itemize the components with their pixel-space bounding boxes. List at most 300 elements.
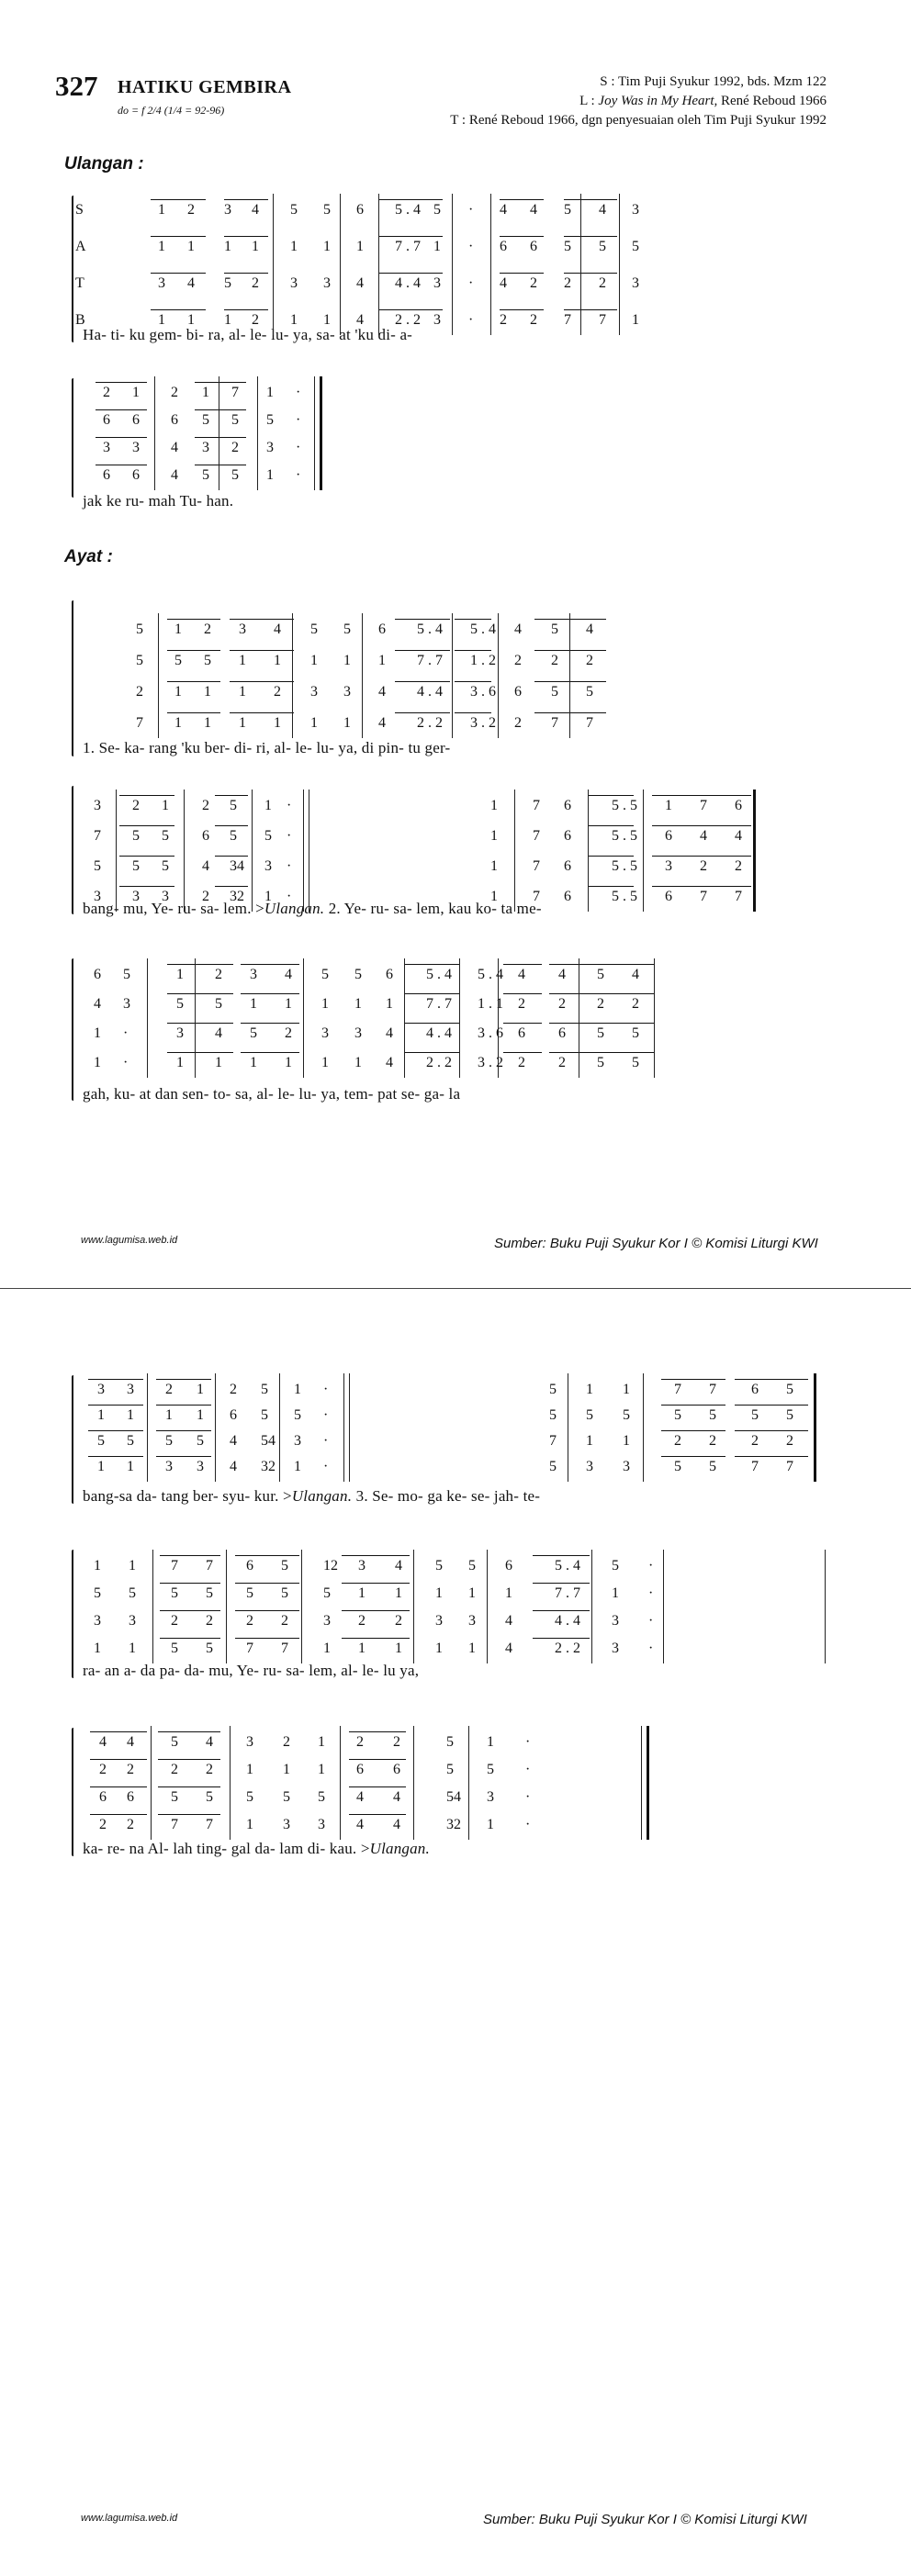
note: · [525,1817,531,1832]
note: 1 [358,1585,366,1601]
beam [160,1638,220,1639]
note: 5 [354,967,362,982]
note: 2 [285,1025,292,1041]
note: 3 [127,1382,134,1397]
note: 1 [490,889,498,904]
note: 2 [103,385,110,400]
beam [167,964,233,965]
beam [549,1052,654,1053]
note: 1 [487,1817,494,1832]
note: · [525,1789,531,1805]
beam [156,1405,211,1406]
beam [160,1555,220,1556]
beam [534,681,606,682]
beam [534,619,606,620]
barline [349,1373,350,1482]
beam [533,1610,590,1611]
beam [533,1583,590,1584]
note: 2 [99,1762,107,1777]
barline [147,1373,148,1482]
note: 3 [665,858,672,874]
barline [654,958,655,1078]
note: 5 . 4 [555,1558,580,1574]
score-page-2 [0,1291,911,2576]
barline [343,1373,344,1482]
note: 7 [206,1817,213,1832]
note: 4 [514,622,522,637]
note: 1 [264,798,272,813]
beam [224,236,268,237]
note: 4 [274,622,281,637]
beam [404,964,459,965]
note: 6 [505,1558,512,1574]
note: 6 [564,798,571,813]
note: 1 [127,1407,134,1423]
note: 2 [281,1613,288,1629]
note: 1 [378,653,386,668]
note: 1 [97,1407,105,1423]
note: 5 . 5 [612,828,637,844]
beam [455,681,491,682]
system-3 [72,597,834,771]
note: 1 [586,1382,593,1397]
beam [349,1786,406,1787]
note: 4 [500,202,507,218]
beam [342,1583,410,1584]
note: 5 [323,202,331,218]
system-5 [72,955,852,1120]
barline [292,613,293,738]
beam [195,409,246,410]
note: 1 [321,996,329,1012]
beam [96,409,147,410]
note: 5 [446,1734,454,1750]
note: 2 [171,385,178,400]
note: 6 [103,467,110,483]
note: 1 [158,312,165,328]
barline [303,958,304,1078]
beam [378,309,443,310]
note: 7 [751,1459,759,1474]
note: 7 . 7 [426,996,452,1012]
beam [735,1379,808,1380]
note: 3 [132,440,140,455]
note: 7 [171,1817,178,1832]
note: 2 [735,858,742,874]
note: 1 [343,653,351,668]
barline [215,1373,216,1482]
note: 5 [281,1585,288,1601]
note: 4 [215,1025,222,1041]
note: 2 [632,996,639,1012]
note: 2 [231,440,239,455]
beam [534,712,606,713]
note: 6 [99,1789,107,1805]
note: 5 [171,1641,178,1656]
beam [235,1638,299,1639]
note: 3 [435,1613,443,1629]
note: 1 [215,1055,222,1070]
note: 5 [310,622,318,637]
beam [588,856,634,857]
note: 7 [674,1382,681,1397]
note: 3 [632,202,639,218]
beam [564,273,617,274]
note: 7 . 7 [555,1585,580,1601]
note: 2 [202,889,209,904]
note: 3 [94,798,101,813]
note: 1 [239,684,246,700]
beam [404,1052,459,1053]
note: 1 [321,1055,329,1070]
beam [503,993,542,994]
note: 6 [103,412,110,428]
note: · [323,1382,329,1397]
note: 1 [274,653,281,668]
note: 5 [261,1382,268,1397]
note: 7 [171,1558,178,1574]
note: 3 [433,275,441,291]
note: 1 [468,1585,476,1601]
note: 32 [230,889,244,904]
note: 1 [283,1762,290,1777]
note: 5 [171,1789,178,1805]
note: 1 [354,996,362,1012]
song-number: 327 [55,70,98,102]
note: 7 [136,715,143,731]
note: 1 [490,828,498,844]
note: 5 [549,1459,557,1474]
note: 2 [530,275,537,291]
note: 3 [294,1433,301,1449]
note: 3 [202,440,209,455]
page-divider [0,1288,911,1289]
note: 5 [246,1585,253,1601]
barline [487,1550,488,1663]
note: 4 [202,858,209,874]
beam [661,1405,725,1406]
beam [88,1379,143,1380]
note: 6 [356,202,364,218]
beam [588,795,634,796]
note: 2 [252,275,259,291]
note: 6 [564,889,571,904]
note: 2 [500,312,507,328]
system-7 [72,1546,852,1693]
beam [661,1456,725,1457]
note: 3 [487,1789,494,1805]
beam [652,856,751,857]
note: 3 [197,1459,204,1474]
beam [241,993,299,994]
barline [252,790,253,912]
note: 3 [321,1025,329,1041]
beam [342,1638,410,1639]
note: 2 [514,653,522,668]
note: 1 [250,1055,257,1070]
beam [151,199,206,200]
note: 6 [735,798,742,813]
note: 2 [700,858,707,874]
beam [652,886,751,887]
note: 5 [597,1055,604,1070]
beam [661,1379,725,1380]
note: 2 [127,1817,134,1832]
note: 4 [356,312,364,328]
beam [235,1583,299,1584]
ulangan-reference: Ulangan. [291,1487,353,1505]
beam [735,1430,808,1431]
note: 4 [356,1789,364,1805]
note: 5 [446,1762,454,1777]
note: 5 [597,1025,604,1041]
note: 3 [224,202,231,218]
note: 4 [230,1433,237,1449]
barline [413,1550,414,1663]
note: 1 [323,1641,331,1656]
note: 1 [323,312,331,328]
barline [257,376,258,490]
ulangan-reference: Ulangan. [264,900,325,917]
note: 1 [294,1459,301,1474]
barline [195,958,196,1078]
note: 1 [158,202,165,218]
beam [564,309,617,310]
note: 6 [518,1025,525,1041]
note: 3 [94,1613,101,1629]
barline [279,1373,280,1482]
note: 3 [323,1613,331,1629]
lyric-line: ra- an a- da pa- da- mu, Ye- ru- sa- lem, al- le- lu ya, [83,1662,420,1679]
note: 5 [197,1433,204,1449]
beam [378,236,443,237]
note: 5 [294,1407,301,1423]
barline [340,1726,341,1840]
beam [588,886,634,887]
note: 4 [94,996,101,1012]
note: 5 [318,1789,325,1805]
beam [90,1786,147,1787]
barline [273,194,274,335]
note: 1 [356,239,364,254]
note: 7 [533,858,540,874]
note: 5 . 4 [395,202,421,218]
note: 1 . 1 [478,996,503,1012]
note: 5 [551,622,558,637]
note: 1 [612,1585,619,1601]
note: 1 [224,312,231,328]
note: 7 [551,715,558,731]
note: 3 [310,684,318,700]
note: · [525,1762,531,1777]
beam [549,993,654,994]
note: 5 [224,275,231,291]
note: 2 [171,1613,178,1629]
note: 5 [204,653,211,668]
note: 2 [518,1055,525,1070]
barline [152,1550,153,1663]
note: 1 [386,996,393,1012]
note: 1 [266,467,274,483]
note: 7 [533,798,540,813]
note: 1 [94,1025,101,1041]
note: 4 [386,1025,393,1041]
note: · [468,202,474,218]
note: 7 [564,312,571,328]
beam [88,1430,143,1431]
beam [119,886,174,887]
note: 4 [632,967,639,982]
note: · [468,275,474,291]
note: 1 [129,1641,136,1656]
beam [661,1430,725,1431]
note: · [287,858,292,874]
note: 6 [132,412,140,428]
beam [503,964,542,965]
note: 4 [530,202,537,218]
barline [230,1726,231,1840]
beam [395,619,450,620]
footer-source: Sumber: Buku Puji Syukur Kor I © Komisi Liturgi KWI [483,2512,807,2527]
note: 2 [202,798,209,813]
note: 5 [586,1407,593,1423]
note: 54 [446,1789,461,1805]
note: 1 [187,312,195,328]
voice-label: S [75,202,84,218]
beam [156,1430,211,1431]
beam [735,1456,808,1457]
beam [195,382,246,383]
beam [167,681,220,682]
beam [378,273,443,274]
note: 7 [735,889,742,904]
note: 5 [281,1558,288,1574]
note: 3 [250,967,257,982]
note: 4 [599,202,606,218]
note: 4 [393,1817,400,1832]
note: 5 [136,653,143,668]
note: 2 [564,275,571,291]
note: 5 [250,1025,257,1041]
note: 4 [187,275,195,291]
note: 2 [206,1762,213,1777]
note: 4 . 4 [426,1025,452,1041]
barline [147,958,148,1078]
note: 6 [127,1789,134,1805]
beam [378,199,443,200]
note: 1 [158,239,165,254]
note: 2 . 2 [555,1641,580,1656]
beam [342,1610,410,1611]
note: 6 [564,858,571,874]
note: 6 [530,239,537,254]
footer-source: Sumber: Buku Puji Syukur Kor I © Komisi Liturgi KWI [494,1236,818,1251]
note: 5 [551,684,558,700]
note: 5 [612,1558,619,1574]
note: 54 [261,1433,276,1449]
note: 1 . 2 [470,653,496,668]
note: 1 [354,1055,362,1070]
note: 1 [266,385,274,400]
barline [498,613,499,738]
note: 3 . 2 [478,1055,503,1070]
note: 3 [129,1613,136,1629]
beam [533,1555,590,1556]
voice-label: A [75,239,86,254]
note: 1 [162,798,169,813]
beam [158,1759,220,1760]
note: 1 [250,996,257,1012]
note: 34 [230,858,244,874]
note: 1 [94,1558,101,1574]
note: · [648,1558,654,1574]
note: 5 [174,653,182,668]
note: 4 [500,275,507,291]
note: 5 [709,1459,716,1474]
note: 3 [612,1613,619,1629]
note: 5 [290,202,298,218]
note: 2 . 2 [417,715,443,731]
barline [226,1550,227,1663]
note: 1 [323,239,331,254]
note: 4 . 4 [555,1613,580,1629]
note: 5 [97,1433,105,1449]
note: 5 . 5 [612,889,637,904]
note: · [123,1055,129,1070]
beam [395,712,450,713]
note: 1 [202,385,209,400]
beam [395,650,450,651]
note: 5 [94,1585,101,1601]
note: 3 [612,1641,619,1656]
note: 6 [171,412,178,428]
note: 3 [266,440,274,455]
note: 3 [239,622,246,637]
note: 1 [239,715,246,731]
note: 2 [165,1382,173,1397]
note: 7 [599,312,606,328]
ulangan-reference: Ulangan. [369,1840,430,1857]
beam [455,712,491,713]
note: 2 [171,1762,178,1777]
lyric-line: 1. Se- ka- rang 'ku ber- di- ri, al- le- lu- ya, di pin- tu ger- [83,739,451,756]
note: 5 [751,1407,759,1423]
footer-website: www.lagumisa.web.id [81,2513,178,2524]
note: 7 [206,1558,213,1574]
note: 5 [132,858,140,874]
note: 3 [586,1459,593,1474]
song-title: HATIKU GEMBIRA [118,77,292,97]
note: 2 [395,1613,402,1629]
note: 5 [586,684,593,700]
note: 1 [505,1585,512,1601]
beam [160,1583,220,1584]
note: 5 [206,1585,213,1601]
note: 6 [751,1382,759,1397]
note: 2 . 2 [426,1055,452,1070]
note: 1 [490,858,498,874]
note: 4 [127,1734,134,1750]
section-label-ayat: Ayat : [64,547,113,566]
beam [349,1731,406,1732]
barline [452,613,453,738]
note: 2 . 2 [395,312,421,328]
note: 4 [206,1734,213,1750]
note: 3 [94,889,101,904]
barline [569,613,570,738]
barline [116,790,117,912]
barline [362,613,363,738]
